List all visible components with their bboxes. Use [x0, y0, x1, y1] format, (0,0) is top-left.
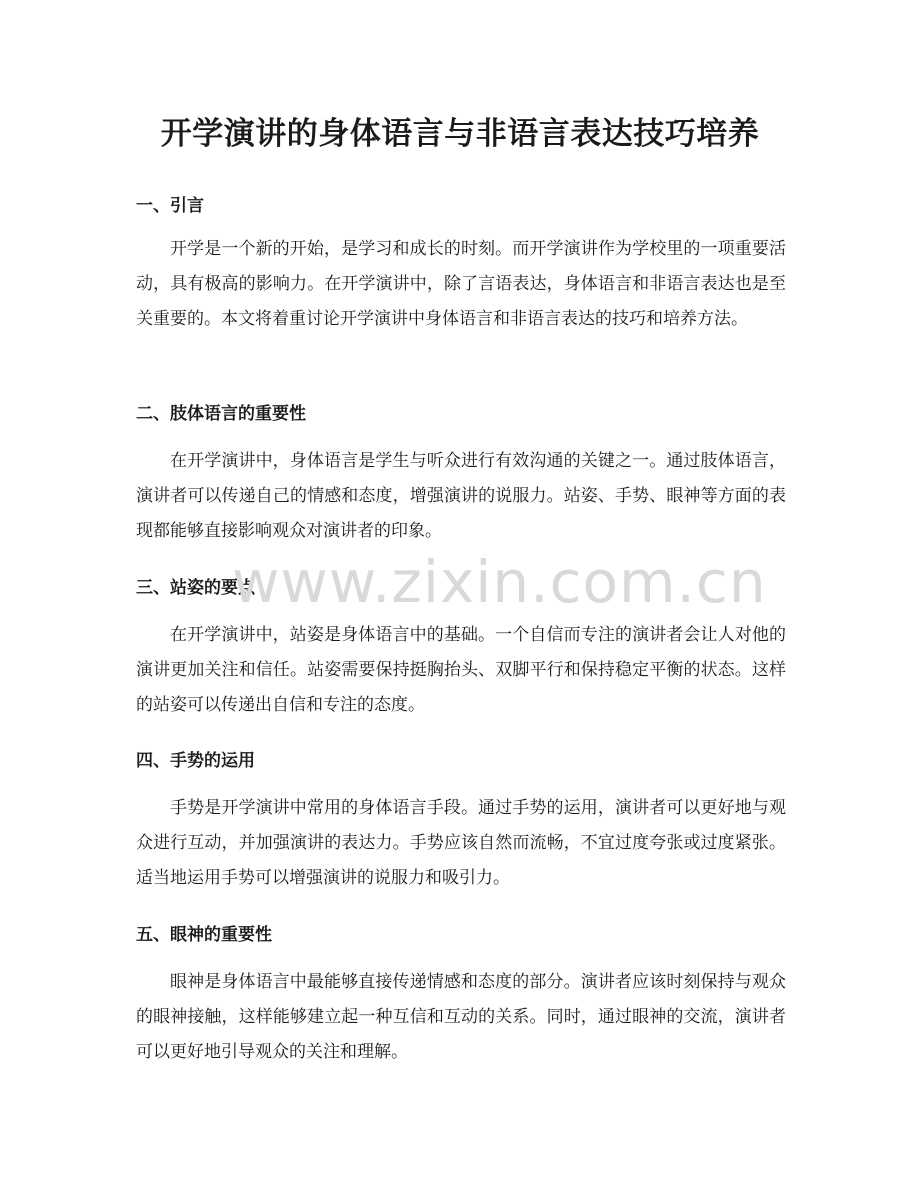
section-heading-intro: 一、引言: [136, 196, 204, 216]
section-heading-eye-contact: 五、眼神的重要性: [136, 925, 272, 945]
section-paragraph-eye-contact: 眼神是身体语言中最能够直接传递情感和态度的部分。演讲者应该时刻保持与观众的眼神接触，这样能够建立起一种互信和互动的关系。同时，通过眼神的交流，演讲者可以更好地引导观众的关注和理解。: [136, 972, 786, 1062]
watermark-text: www.zixin.com.cn: [232, 548, 767, 616]
section-heading-posture: 三、站姿的要点: [136, 578, 255, 598]
section-paragraph-gestures: 手势是开学演讲中常用的身体语言手段。通过手势的运用，演讲者可以更好地与观众进行互动，并加强演讲的表达力。手势应该自然而流畅，不宜过度夸张或过度紧张。适当地运用手势可以增强演讲的说服力和吸引力。: [136, 798, 786, 888]
section-heading-body-language: 二、肢体语言的重要性: [136, 404, 306, 424]
document-title: 开学演讲的身体语言与非语言表达技巧培养: [160, 116, 760, 152]
section-paragraph-posture: 在开学演讲中，站姿是身体语言中的基础。一个自信而专注的演讲者会让人对他的演讲更加关注和信任。站姿需要保持挺胸抬头、双脚平行和保持稳定平衡的状态。这样的站姿可以传递出自信和专注的态度。: [136, 625, 786, 715]
section-heading-gestures: 四、手势的运用: [136, 751, 255, 771]
section-paragraph-body-language: 在开学演讲中，身体语言是学生与听众进行有效沟通的关键之一。通过肢体语言，演讲者可以传递自己的情感和态度，增强演讲的说服力。站姿、手势、眼神等方面的表现都能够直接影响观众对演讲者的印象。: [136, 451, 786, 541]
section-paragraph-intro: 开学是一个新的开始，是学习和成长的时刻。而开学演讲作为学校里的一项重要活动，具有极高的影响力。在开学演讲中，除了言语表达，身体语言和非语言表达也是至关重要的。本文将着重讨论开学演讲中身体语言和非语言表达的技巧和培养方法。: [136, 239, 786, 329]
